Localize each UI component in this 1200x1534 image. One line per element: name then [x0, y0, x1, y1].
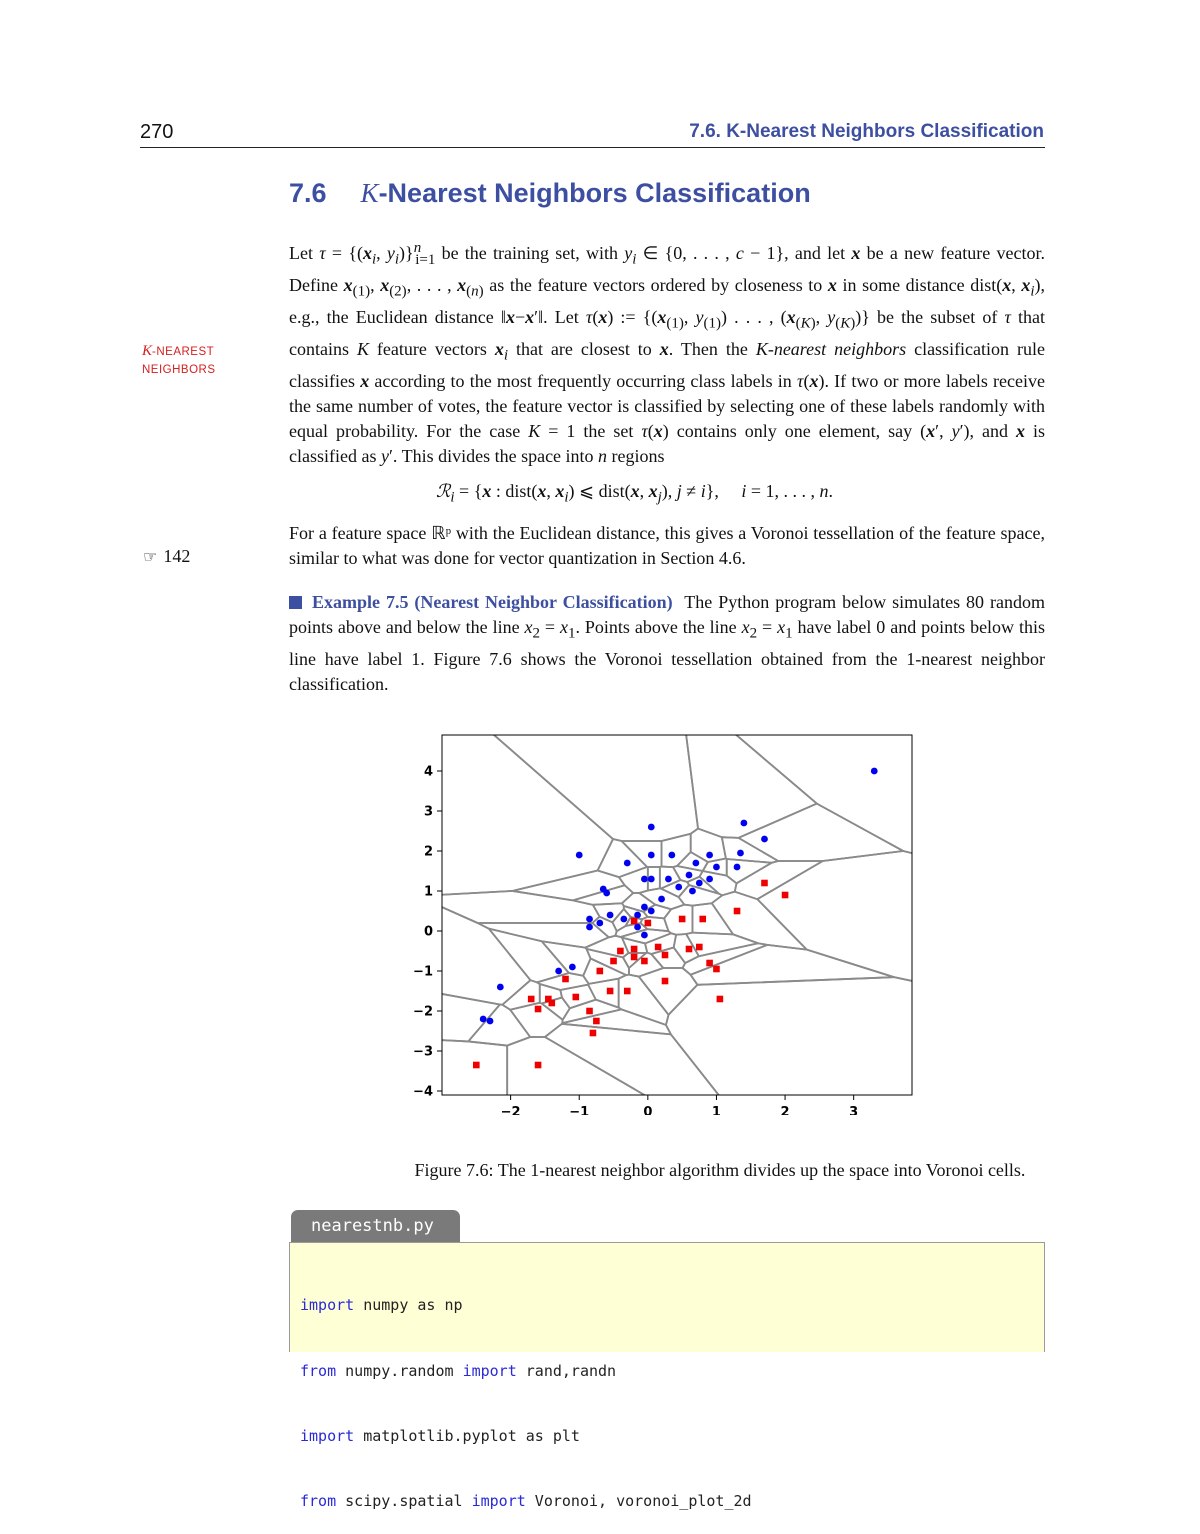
data-point-label-0 [620, 916, 627, 923]
margin-page-reference[interactable] [143, 546, 190, 567]
y-tick-label: 0 [423, 924, 433, 940]
data-point-label-1 [734, 908, 741, 915]
data-point-label-0 [607, 912, 614, 919]
pointing-hand-icon: ☞ [143, 547, 158, 566]
data-point-label-0 [586, 924, 593, 931]
data-point-label-1 [655, 944, 662, 951]
voronoi-region-equation: ℛ$_i$ = {x : dist(x, $x_i$) ⩽ dist(x, $x_j$), j ≠ i}, i = 1, . . . , n. [436, 481, 834, 506]
y-tick-label: 3 [423, 804, 433, 820]
voronoi-cell [545, 1024, 782, 1115]
data-point-label-1 [706, 960, 713, 967]
data-point-label-1 [686, 946, 693, 953]
data-point-label-0 [586, 916, 593, 923]
data-point-label-1 [572, 994, 579, 1001]
margin-note-line2: NEIGHBORS [142, 364, 216, 376]
data-point-label-1 [679, 916, 686, 923]
data-point-label-0 [569, 964, 576, 971]
data-point-label-0 [696, 880, 703, 887]
voronoi-cell [680, 725, 817, 838]
data-point-label-0 [641, 876, 648, 883]
data-point-label-1 [562, 976, 569, 983]
data-point-label-1 [782, 892, 789, 899]
x-tick-label: 1 [711, 1105, 721, 1115]
data-point-label-0 [634, 912, 641, 919]
data-point-label-1 [624, 988, 631, 995]
data-point-label-1 [641, 958, 648, 965]
data-point-label-0 [648, 852, 655, 859]
voronoi-cell [417, 891, 599, 923]
data-point-label-0 [480, 1016, 487, 1023]
x-tick-label: 3 [849, 1105, 859, 1115]
data-point-label-0 [713, 864, 720, 871]
data-point-label-1 [645, 920, 652, 927]
data-point-label-1 [597, 968, 604, 975]
voronoi-cell [400, 725, 500, 1041]
data-point-label-1 [610, 958, 617, 965]
data-point-label-1 [699, 916, 706, 923]
data-point-label-0 [648, 876, 655, 883]
voronoi-cell [735, 861, 823, 899]
voronoi-cell [727, 859, 772, 883]
y-tick-label: 4 [423, 764, 433, 780]
data-point-label-1 [535, 1006, 542, 1013]
data-point-label-0 [648, 824, 655, 831]
data-point-label-1 [473, 1062, 480, 1069]
code-line: import matplotlib.pyplot as plt [300, 1426, 580, 1445]
data-point-label-0 [734, 864, 741, 871]
section-number: 7.6 [289, 178, 327, 208]
section-title-k: K [360, 178, 379, 208]
voronoi-cell [400, 725, 530, 1005]
data-point-label-0 [641, 932, 648, 939]
data-point-label-0 [871, 768, 878, 775]
data-point-label-0 [596, 920, 603, 927]
voronoi-edges [400, 725, 920, 1115]
data-point-label-0 [665, 876, 672, 883]
data-point-label-0 [648, 908, 655, 915]
data-point-label-0 [737, 850, 744, 857]
data-point-label-0 [487, 1018, 494, 1025]
y-tick-label: −3 [413, 1044, 433, 1060]
data-point-label-1 [535, 1062, 542, 1069]
voronoi-cell [712, 892, 807, 950]
data-point-label-1 [548, 1000, 555, 1007]
voronoi-cell [562, 1009, 671, 1034]
code-line: import numpy as np [300, 1296, 463, 1315]
x-tick-label: 0 [643, 1105, 653, 1115]
data-point-label-1 [713, 966, 720, 973]
voronoi-cell [542, 941, 591, 975]
data-point-label-1 [631, 954, 638, 961]
data-point-label-0 [641, 904, 648, 911]
data-point-label-0 [555, 968, 562, 975]
data-point-label-1 [617, 948, 624, 955]
voronoi-cell [662, 834, 691, 867]
page-number: 270 [140, 121, 174, 143]
voronoi-cell [583, 959, 626, 984]
x-tick-label: 2 [780, 1105, 790, 1115]
code-line: from scipy.spatial import Voronoi, voronoi_plot_2d [300, 1491, 752, 1510]
data-point-label-1 [593, 1018, 600, 1025]
example-paragraph: Example 7.5 (Nearest Neighbor Classification) The Python program below simulates 80 random points above and below the line $x_2 = x_1$. Points above the line $x_2 = x_1$ have label 0 and points below this line have label 1. Figure 7.6 shows the Voronoi tessellation obtained from the 1-nearest neighbor classification. [289, 592, 1045, 695]
margin-note-line1 [142, 342, 216, 361]
voronoi-cell [699, 871, 736, 895]
data-point-label-0 [675, 884, 682, 891]
y-tick-label: −1 [413, 964, 433, 980]
code-filename-tab: nearestnb.py [291, 1210, 460, 1243]
data-points [473, 768, 878, 1069]
data-point-label-0 [686, 872, 693, 879]
y-tick-label: 2 [423, 844, 433, 860]
paragraph-2: For a feature space ℝᵖ with the Euclidean distance, this gives a Voronoi tessellation of the feature space, similar to what was done for vector quantization in Section 4.6. [289, 523, 1045, 569]
y-tick-label: 1 [423, 884, 433, 900]
margin-ref-page: 142 [163, 546, 191, 566]
data-point-label-0 [634, 924, 641, 931]
voronoi-cell [666, 977, 920, 1115]
voronoi-cell [757, 851, 920, 1115]
x-tick-label: −2 [500, 1105, 521, 1115]
data-point-label-0 [603, 890, 610, 897]
data-point-label-1 [761, 880, 768, 887]
y-tick-label: −2 [413, 1004, 433, 1020]
data-point-label-0 [576, 852, 583, 859]
code-line: from numpy.random import rand,randn [300, 1361, 617, 1380]
axis-ticks [413, 765, 858, 1116]
voronoi-cell [502, 980, 539, 1010]
voronoi-cell [489, 929, 569, 983]
data-point-label-0 [658, 896, 665, 903]
data-point-label-0 [497, 984, 504, 991]
data-point-label-1 [528, 996, 535, 1003]
voronoi-cell [639, 968, 698, 1015]
data-point-label-1 [631, 918, 638, 925]
section-title-text: -Nearest Neighbors Classification [378, 178, 811, 208]
voronoi-cell [683, 943, 768, 974]
data-point-label-0 [668, 852, 675, 859]
header-rule [140, 147, 1045, 148]
paragraph-1: Let $\tau = \{(x_i$, $y_i)\}^n_{i=1}$ be the training set, with $y_i$ ∈ {0, . . . , c − 1}, and let x be a new feature vector. Define $x_{(1)}$, $x_{(2)}$, . . . , $x_{(n)}$ as the feature vectors ordered by closeness to x in some distance dist(x, $x_i$), e.g., the Euclidean distance ‖x−x′‖. Let τ(x) := {($x_{(1)}$, $y_{(1)}$) . . . , ($x_{(K)}$, $y_{(K)}$)} be the subset of τ that contains K feature vectors $x_i$ that are closest to x. Then the K-nearest neighbors classification rule classifies x according to the most frequently occurring class labels in τ(x). If two or more labels receive the same number of votes, the feature vector is classified by selecting one of these labels randomly with equal probability. For the case K = 1 the set τ(x) contains only one element, say (x′, y′), and x is classified as y′. This divides the space into n regions [289, 240, 1046, 467]
voronoi-cell [507, 1037, 920, 1115]
data-point-label-1 [607, 988, 614, 995]
data-point-label-0 [740, 820, 747, 827]
data-point-label-1 [717, 996, 724, 1003]
data-point-label-1 [590, 1030, 597, 1037]
data-point-label-1 [586, 1008, 593, 1015]
data-point-label-0 [761, 836, 768, 843]
x-tick-label: −1 [569, 1105, 590, 1115]
code-listing [300, 1252, 752, 1534]
data-point-label-1 [696, 944, 703, 951]
data-point-label-1 [662, 952, 669, 959]
example-square-icon [289, 596, 302, 609]
figure-caption: Figure 7.6: The 1-nearest neighbor algorithm divides up the space into Voronoi cells. [414, 1160, 1026, 1180]
example-title: Example 7.5 (Nearest Neighbor Classification) [312, 592, 673, 612]
voronoi-cell [598, 839, 647, 877]
margin-note-k: K [142, 343, 153, 359]
voronoi-cell [400, 725, 920, 1115]
data-point-label-0 [689, 888, 696, 895]
data-point-label-1 [662, 978, 669, 985]
y-tick-label: −4 [413, 1084, 433, 1100]
section-title [289, 178, 811, 209]
voronoi-figure [400, 725, 920, 1115]
running-title: 7.6. K-Nearest Neighbors Classification [689, 121, 1044, 142]
data-point-label-1 [631, 946, 638, 953]
margin-note-text1: -NEAREST [152, 346, 215, 358]
data-point-label-0 [692, 860, 699, 867]
margin-note [142, 342, 216, 379]
voronoi-cell [592, 917, 616, 938]
data-point-label-0 [706, 852, 713, 859]
data-point-label-0 [706, 876, 713, 883]
data-point-label-0 [624, 860, 631, 867]
voronoi-cell [692, 903, 733, 934]
